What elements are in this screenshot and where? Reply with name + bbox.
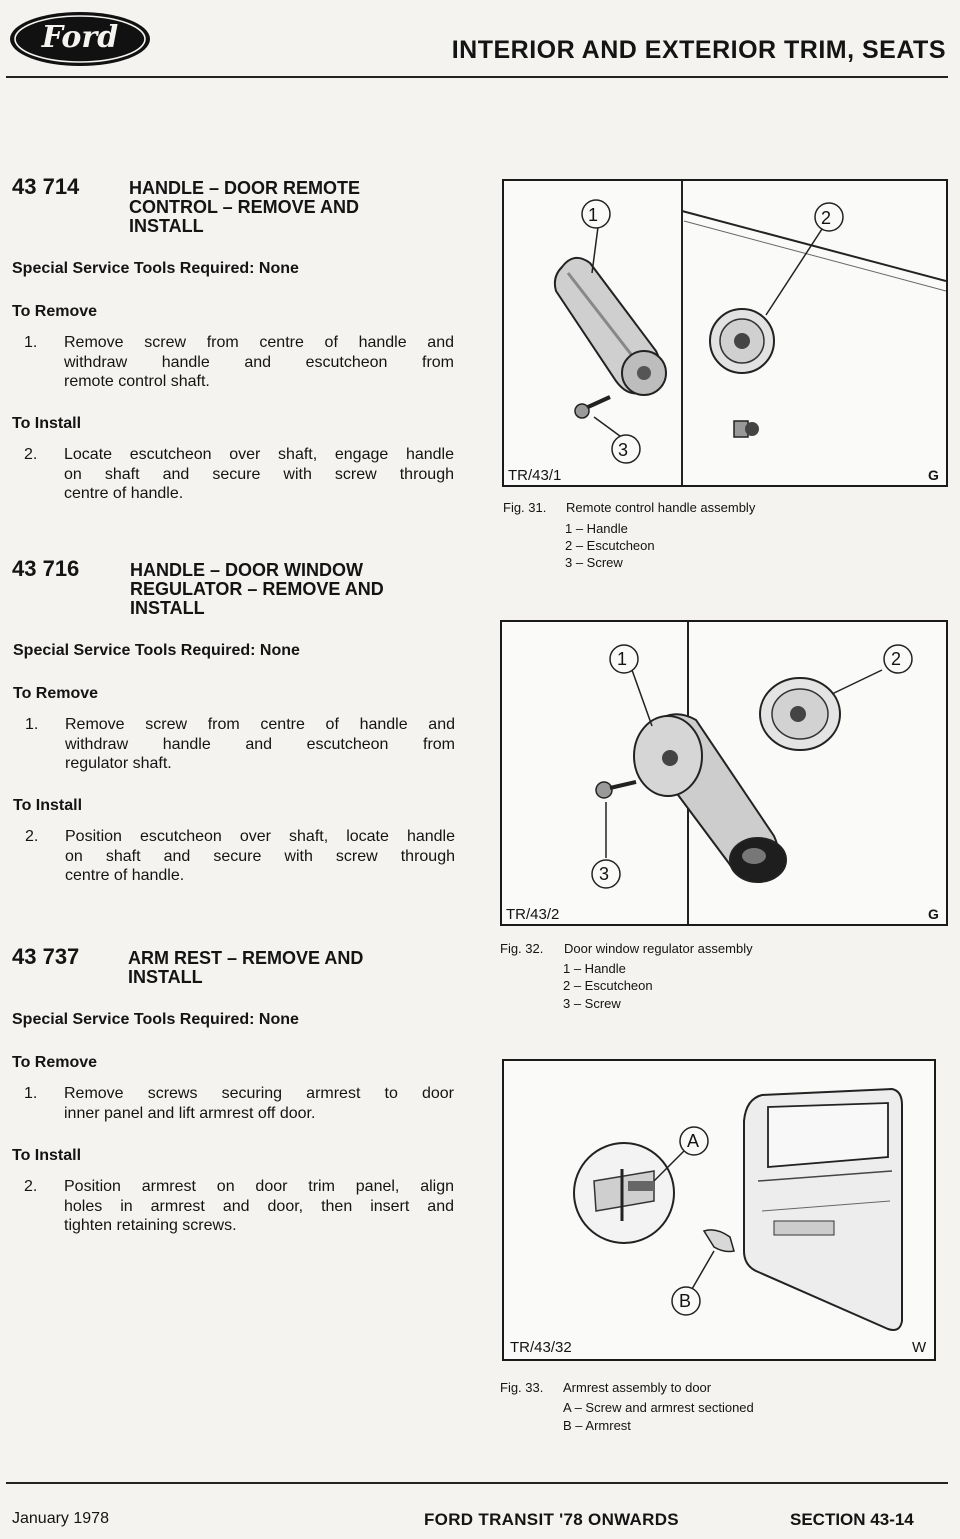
step-line: withdraw handle and escutcheon from [65,735,455,753]
step-text [64,1084,454,1123]
section-title-line: INSTALL [130,598,205,618]
regulator-handle-illustration [502,622,946,924]
footer-divider [6,1482,948,1484]
figure-reference: TR/43/1 [508,467,562,484]
ford-logo [8,10,152,68]
install-heading: To Install [12,415,82,432]
figure-caption-item: 2 – Escutcheon [563,978,653,993]
figure-caption-number: Fig. 31. [503,500,547,515]
step-number: 2. [24,446,38,463]
step-line: Locate escutcheon over shaft, engage handle [64,446,454,463]
callout-label: B [679,1291,692,1311]
section-title-line: CONTROL – REMOVE AND [129,197,360,217]
remote-handle-illustration [504,181,946,485]
step-line: tighten retaining screws. [64,1217,237,1234]
figure-armrest-assembly [502,1059,936,1361]
remove-heading: To Remove [13,685,99,702]
step-text [65,827,455,886]
step-number: 2. [25,828,39,845]
step-line: centre of handle. [64,485,184,502]
install-heading: To Install [13,797,83,814]
section-title [130,561,450,618]
header-divider [6,76,948,78]
callout-label: 3 [618,440,629,460]
figure-caption-title: Armrest assembly to door [563,1380,712,1395]
step-line: holes in armrest and door, then insert and [64,1197,454,1215]
step-line: centre of handle. [65,867,185,884]
figure-caption-item: B – Armrest [563,1418,631,1433]
step-line: Remove screw from centre of handle and [65,716,455,733]
section-number: 43 714 [12,174,80,199]
special-tools-note: Special Service Tools Required: None [12,260,299,277]
section-title-line: ARM REST – REMOVE AND [128,948,364,968]
step-number: 2. [24,1178,38,1195]
footer-publication: FORD TRANSIT '78 ONWARDS [424,1510,679,1529]
page-title: INTERIOR AND EXTERIOR TRIM, SEATS [451,36,946,64]
figure-caption-item: 3 – Screw [563,996,621,1011]
callout-label: 1 [588,205,599,225]
figure-caption-number: Fig. 32. [500,941,544,956]
step-text [65,715,455,774]
section-title [129,179,449,236]
figure-caption-item: 1 – Handle [565,521,628,536]
ford-logo-text: Ford [41,20,119,55]
figure-caption-item: 3 – Screw [565,555,623,570]
special-tools-note: Special Service Tools Required: None [12,1011,299,1028]
step-number: 1. [25,716,39,733]
step-text [64,1177,454,1236]
step-number: 1. [24,1085,38,1102]
section-title-line: INSTALL [128,967,203,987]
step-text [64,333,454,392]
section-title-line: HANDLE – DOOR WINDOW [130,560,363,580]
figure-window-regulator-handle [500,620,948,926]
section-title [128,949,448,987]
callout-label: 1 [617,649,628,669]
step-line: Position escutcheon over shaft, locate handle [65,828,455,845]
step-line: Remove screw from centre of handle and [64,334,454,351]
step-line: Position armrest on door trim panel, align [64,1178,454,1195]
figure-caption-item: A – Screw and armrest sectioned [563,1400,754,1415]
step-line: withdraw handle and escutcheon from [64,353,454,371]
callout-label: 3 [599,864,610,884]
figure-reference: TR/43/2 [506,906,560,923]
section-title-line: REGULATOR – REMOVE AND [130,579,384,599]
step-line: on shaft and secure with screw through [65,847,455,865]
step-line: inner panel and lift armrest off door. [64,1104,316,1122]
footer-section: SECTION 43-14 [790,1510,914,1529]
figure-reference: TR/43/32 [510,1339,572,1356]
step-line: regulator shaft. [65,755,172,772]
section-title-line: HANDLE – DOOR REMOTE [129,178,361,198]
callout-label: 2 [821,208,832,228]
remove-heading: To Remove [12,1054,98,1071]
footer-date: January 1978 [12,1510,109,1527]
figure-mark: W [912,1339,927,1356]
special-tools-note: Special Service Tools Required: None [13,642,300,659]
armrest-door-illustration [504,1061,934,1359]
figure-caption-title: Door window regulator assembly [564,941,753,956]
step-text [64,445,454,504]
figure-remote-control-handle [502,179,948,487]
remove-heading: To Remove [12,303,98,320]
figure-caption-item: 2 – Escutcheon [565,538,655,553]
section-title-line: INSTALL [129,216,204,236]
figure-mark: G [928,467,939,483]
install-heading: To Install [12,1147,82,1164]
step-number: 1. [24,334,38,351]
step-line: remote control shaft. [64,373,210,390]
step-line: on shaft and secure with screw through [64,465,454,483]
figure-mark: G [928,906,939,922]
section-number: 43 737 [12,944,80,969]
figure-caption-title: Remote control handle assembly [566,500,756,515]
section-number: 43 716 [12,556,80,581]
step-line: Remove screws securing armrest to door [64,1085,454,1102]
callout-label: A [687,1131,700,1151]
callout-label: 2 [891,649,902,669]
figure-caption-number: Fig. 33. [500,1380,544,1395]
figure-caption-item: 1 – Handle [563,961,626,976]
